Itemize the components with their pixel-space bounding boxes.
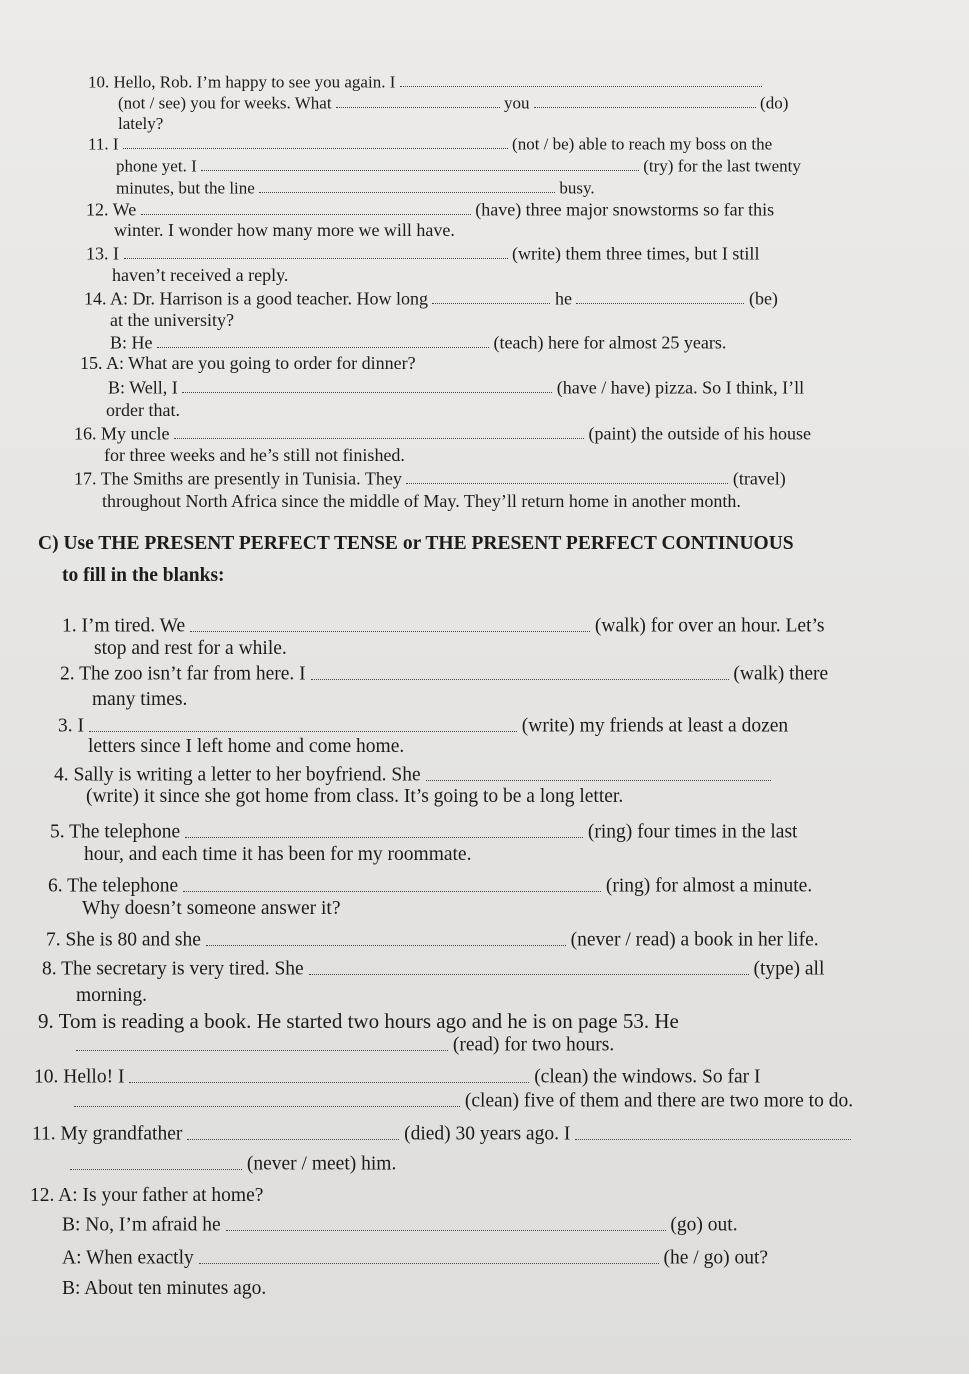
c2-line2: many times. [92,689,188,710]
c12-line2: B: No, I’m afraid he (go) out. [62,1214,738,1236]
b17-line1: 17. The Smiths are presently in Tunisia. They (travel) [74,468,786,489]
blank[interactable] [309,957,749,975]
b13-line2: haven’t received a reply. [112,265,289,285]
c9-line1: 9. Tom is reading a book. He started two hours ago and he is on page 53. He [38,1009,679,1033]
c4-line2: (write) it since she got home from class. It’s going to be a long letter. [86,786,624,807]
blank[interactable] [129,1065,529,1083]
blank[interactable] [576,288,744,304]
b13-line1: 13. I (write) them three times, but I still [86,243,760,264]
blank[interactable] [74,1089,460,1107]
c2-line1: 2. The zoo isn’t far from here. I (walk) there [60,663,829,685]
blank[interactable] [406,468,728,484]
blank[interactable] [123,134,508,149]
c12-line4: B: About ten minutes ago. [62,1278,267,1299]
blank[interactable] [534,93,756,108]
blank[interactable] [201,156,639,171]
blank[interactable] [400,72,762,87]
section-c-heading: C) Use THE PRESENT PERFECT TENSE or THE PRESENT PERFECT CONTINUOUS [38,533,794,554]
c7-line1: 7. She is 80 and she (never / read) a book in her life. [46,929,819,951]
c11-line1: 11. My grandfather (died) 30 years ago. I [32,1122,851,1144]
c8-line2: morning. [76,985,147,1006]
b14-line2: at the university? [110,310,234,330]
b11-line2: phone yet. I (try) for the last twenty [116,156,801,176]
c3-line2: letters since I left home and come home. [88,736,405,757]
b15-line1: 15. A: What are you going to order for dinner? [80,353,416,373]
blank[interactable] [575,1122,851,1140]
blank[interactable] [259,178,555,193]
blank[interactable] [157,332,489,348]
b10-line1: 10. Hello, Rob. I’m happy to see you again. I [88,72,762,90]
c10-line1: 10. Hello! I (clean) the windows. So far I [34,1066,761,1088]
b14-line1: 14. A: Dr. Harrison is a good teacher. How long he (be) [84,288,778,309]
b11-line1: 11. I (not / be) able to reach my boss on the [88,134,773,154]
section-c-subheading: to fill in the blanks: [62,565,225,586]
b15-line2: B: Well, I (have / have) pizza. So I think, I’ll [108,377,805,398]
c4-line1: 4. Sally is writing a letter to her boyfriend. She [54,763,771,785]
blank[interactable] [70,1152,242,1170]
c12-line3: A: When exactly (he / go) out? [62,1247,769,1269]
c6-line1: 6. The telephone (ring) for almost a minute. [48,875,813,897]
blank[interactable] [89,714,517,732]
b12-line2: winter. I wonder how many more we will have. [114,220,455,240]
b12-line1: 12. We (have) three major snowstorms so far this [86,199,775,220]
blank[interactable] [183,874,601,892]
blank[interactable] [182,377,552,393]
b14-line3: B: He (teach) here for almost 25 years. [110,332,727,353]
c3-line1: 3. I (write) my friends at least a dozen [58,715,789,737]
blank[interactable] [190,614,590,632]
blank[interactable] [226,1213,666,1231]
b11-line3: minutes, but the line busy. [116,178,595,198]
c11-line2: (never / meet) him. [70,1152,396,1174]
c9-line2: (read) for two hours. [76,1033,614,1055]
blank[interactable] [426,763,771,781]
b16-line2: for three weeks and he’s still not finished. [104,445,405,465]
c10-line2: (clean) five of them and there are two more to do. [74,1089,853,1111]
b17-line2: throughout North Africa since the middle of May. They’ll return home in another month. [102,491,741,511]
blank[interactable] [185,820,583,838]
blank[interactable] [206,928,566,946]
c5-line2: hour, and each time it has been for my roommate. [84,844,472,865]
b10-line2: (not / see) you for weeks. What you (do) [118,93,789,113]
blank[interactable] [199,1246,659,1264]
c6-line2: Why doesn’t someone answer it? [82,898,341,919]
blank[interactable] [336,93,500,108]
blank[interactable] [432,288,550,304]
blank[interactable] [124,243,508,259]
blank[interactable] [187,1122,399,1140]
c12-line1: 12. A: Is your father at home? [30,1185,264,1206]
c1-line2: stop and rest for a while. [94,638,287,659]
blank[interactable] [174,423,584,439]
blank[interactable] [311,662,729,680]
blank[interactable] [76,1033,448,1051]
b15-line3: order that. [106,400,180,420]
c1-line1: 1. I’m tired. We (walk) for over an hour. Let’s [62,615,825,637]
b16-line1: 16. My uncle (paint) the outside of his house [74,423,811,444]
c5-line1: 5. The telephone (ring) four times in the last [50,821,798,843]
b10-line3: lately? [118,114,164,133]
blank[interactable] [141,199,471,215]
c8-line1: 8. The secretary is very tired. She (type) all [42,958,825,980]
